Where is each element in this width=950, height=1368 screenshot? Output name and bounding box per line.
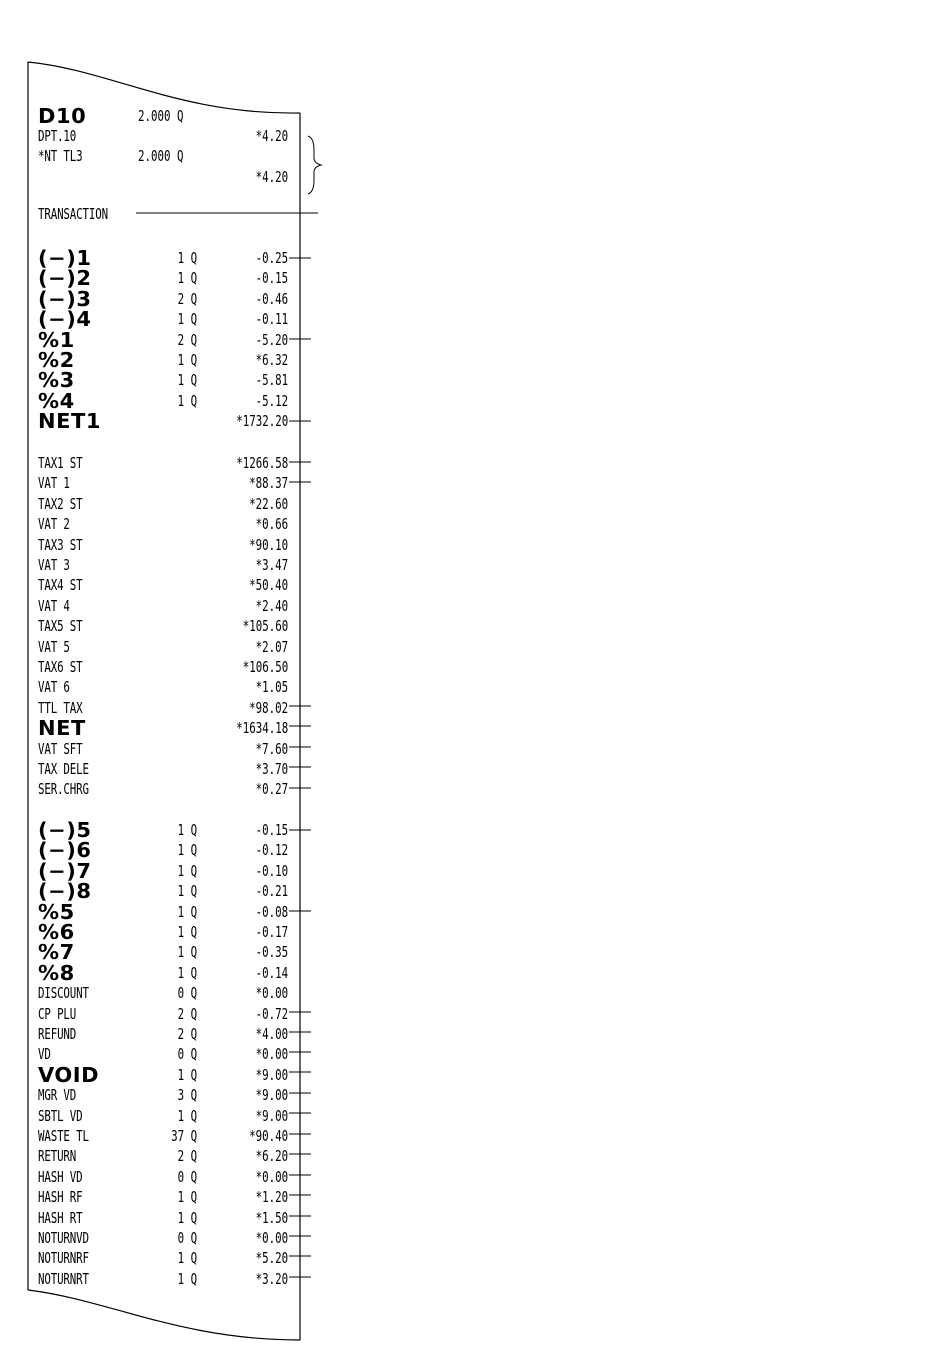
row-label: TAX4 ST xyxy=(38,576,83,594)
receipt-row xyxy=(0,983,310,1003)
receipt-row xyxy=(0,330,310,350)
row-quantity: 1 Q xyxy=(177,249,197,267)
row-label: %7 xyxy=(38,940,75,964)
row-label: VAT 4 xyxy=(38,597,70,615)
row-label: VAT 5 xyxy=(38,638,70,656)
row-amount: *2.07 xyxy=(255,638,288,656)
header-row xyxy=(0,167,310,187)
row-quantity: 2 Q xyxy=(177,290,197,308)
row-label: CP PLU xyxy=(38,1005,77,1023)
row-amount: *88.37 xyxy=(248,474,288,492)
row-amount: *1.20 xyxy=(255,1188,288,1206)
row-label: *NT TL3 xyxy=(38,147,83,165)
row-label: NOTURNRF xyxy=(38,1249,89,1267)
receipt-row xyxy=(0,759,310,779)
row-label: MGR VD xyxy=(38,1086,77,1104)
row-quantity: 2.000 Q xyxy=(138,147,184,165)
row-quantity: 1 Q xyxy=(177,269,197,287)
receipt-row xyxy=(0,1004,310,1024)
row-label: VAT 2 xyxy=(38,515,70,533)
row-quantity: 1 Q xyxy=(177,903,197,921)
row-amount: *4.00 xyxy=(255,1025,288,1043)
row-label: (−)8 xyxy=(38,879,92,903)
row-quantity: 1 Q xyxy=(177,1249,197,1267)
row-label: NET1 xyxy=(38,409,101,433)
row-amount: -0.15 xyxy=(255,821,288,839)
row-quantity: 0 Q xyxy=(177,1168,197,1186)
row-label: VAT 3 xyxy=(38,556,70,574)
row-label: HASH VD xyxy=(38,1168,83,1186)
row-amount: *0.00 xyxy=(255,1229,288,1247)
row-amount: *3.47 xyxy=(255,556,288,574)
receipt-row xyxy=(0,677,310,697)
row-amount: -0.08 xyxy=(255,903,288,921)
row-quantity: 1 Q xyxy=(177,841,197,859)
row-amount: *1634.18 xyxy=(235,719,288,737)
row-amount: *5.20 xyxy=(255,1249,288,1267)
row-amount: -0.46 xyxy=(255,290,288,308)
receipt-row xyxy=(0,1248,310,1268)
row-quantity: 2 Q xyxy=(177,1025,197,1043)
header-row xyxy=(0,106,310,126)
row-label: VAT 6 xyxy=(38,678,70,696)
row-amount: *6.20 xyxy=(255,1147,288,1165)
row-quantity: 1 Q xyxy=(177,1107,197,1125)
row-label: NET xyxy=(38,716,86,740)
row-amount: *0.00 xyxy=(255,1168,288,1186)
row-label: (−)3 xyxy=(38,287,92,311)
transaction-section xyxy=(0,204,310,224)
row-label: %1 xyxy=(38,328,75,352)
row-label: VAT 1 xyxy=(38,474,70,492)
receipt-row xyxy=(0,657,310,677)
row-amount: *0.66 xyxy=(255,515,288,533)
row-amount: -0.72 xyxy=(255,1005,288,1023)
receipt-row xyxy=(0,1024,310,1044)
row-quantity: 1 Q xyxy=(177,1188,197,1206)
row-quantity: 1 Q xyxy=(177,310,197,328)
receipt-row xyxy=(0,473,310,493)
row-quantity: 1 Q xyxy=(177,882,197,900)
row-label: TAX6 ST xyxy=(38,658,83,676)
receipt-row xyxy=(0,637,310,657)
section-label: TRANSACTION xyxy=(38,205,108,223)
receipt-row xyxy=(0,453,310,473)
receipt-row xyxy=(0,1106,310,1126)
row-label: SER.CHRG xyxy=(38,780,89,798)
receipt-row xyxy=(0,268,310,288)
receipt-row xyxy=(0,820,310,840)
row-label: VAT SFT xyxy=(38,740,83,758)
row-label: (−)7 xyxy=(38,859,92,883)
row-amount: *1266.58 xyxy=(235,454,288,472)
row-amount: *3.70 xyxy=(255,760,288,778)
row-amount: -0.17 xyxy=(255,923,288,941)
row-label: REFUND xyxy=(38,1025,77,1043)
row-label: DPT.10 xyxy=(38,127,77,145)
receipt-row xyxy=(0,1167,310,1187)
row-label: %3 xyxy=(38,368,75,392)
row-amount: -0.15 xyxy=(255,269,288,287)
row-label: SBTL VD xyxy=(38,1107,83,1125)
row-quantity: 1 Q xyxy=(177,1066,197,1084)
row-quantity: 2 Q xyxy=(177,1147,197,1165)
receipt-row xyxy=(0,1146,310,1166)
receipt-row xyxy=(0,942,310,962)
row-label: TAX3 ST xyxy=(38,536,83,554)
receipt-row xyxy=(0,494,310,514)
row-quantity: 1 Q xyxy=(177,351,197,369)
row-amount: -5.81 xyxy=(255,371,288,389)
row-amount: -0.21 xyxy=(255,882,288,900)
receipt-row xyxy=(0,779,310,799)
row-label: D10 xyxy=(38,104,87,128)
row-amount: -0.35 xyxy=(255,943,288,961)
row-label: TAX1 ST xyxy=(38,454,83,472)
row-amount: -5.20 xyxy=(255,331,288,349)
row-quantity: 1 Q xyxy=(177,943,197,961)
receipt-row xyxy=(0,1126,310,1146)
receipt-row xyxy=(0,575,310,595)
row-quantity: 0 Q xyxy=(177,1045,197,1063)
header-row xyxy=(0,146,310,166)
receipt-row xyxy=(0,1228,310,1248)
row-amount: *1.50 xyxy=(255,1209,288,1227)
row-label: VOID xyxy=(38,1063,100,1087)
receipt-row xyxy=(0,698,310,718)
row-quantity: 2.000 Q xyxy=(138,107,184,125)
row-label: %4 xyxy=(38,389,75,413)
row-quantity: 2 Q xyxy=(177,1005,197,1023)
row-amount: *0.27 xyxy=(255,780,288,798)
row-amount: -0.11 xyxy=(255,310,288,328)
row-amount: *6.32 xyxy=(255,351,288,369)
row-label: (−)1 xyxy=(38,246,92,270)
receipt-row xyxy=(0,309,310,329)
row-quantity: 0 Q xyxy=(177,984,197,1002)
row-quantity: 2 Q xyxy=(177,331,197,349)
row-label: HASH RF xyxy=(38,1188,83,1206)
receipt-row xyxy=(0,535,310,555)
row-label: (−)6 xyxy=(38,838,92,862)
row-quantity: 37 Q xyxy=(170,1127,197,1145)
row-quantity: 1 Q xyxy=(177,821,197,839)
row-quantity: 1 Q xyxy=(177,964,197,982)
receipt-row xyxy=(0,1187,310,1207)
receipt-row xyxy=(0,861,310,881)
row-quantity: 1 Q xyxy=(177,923,197,941)
row-amount: *98.02 xyxy=(248,699,288,717)
row-amount: *9.00 xyxy=(255,1107,288,1125)
row-amount: *0.00 xyxy=(255,984,288,1002)
row-amount: *7.60 xyxy=(255,740,288,758)
receipt-row xyxy=(0,411,310,431)
receipt-row xyxy=(0,350,310,370)
row-label: TAX DELE xyxy=(38,760,89,778)
receipt-row xyxy=(0,902,310,922)
receipt-row xyxy=(0,616,310,636)
row-amount: -0.10 xyxy=(255,862,288,880)
header-row xyxy=(0,126,310,146)
receipt-row xyxy=(0,391,310,411)
row-amount: *50.40 xyxy=(248,576,288,594)
row-amount: *90.10 xyxy=(248,536,288,554)
row-amount: *9.00 xyxy=(255,1066,288,1084)
row-amount: -5.12 xyxy=(255,392,288,410)
row-amount: *22.60 xyxy=(248,495,288,513)
row-amount: *1.05 xyxy=(255,678,288,696)
row-label: DISCOUNT xyxy=(38,984,89,1002)
receipt-row xyxy=(0,1208,310,1228)
row-amount: *1732.20 xyxy=(235,412,288,430)
row-quantity: 1 Q xyxy=(177,1209,197,1227)
row-label: TAX5 ST xyxy=(38,617,83,635)
receipt-row xyxy=(0,1065,310,1085)
row-quantity: 1 Q xyxy=(177,1270,197,1288)
receipt-row xyxy=(0,248,310,268)
receipt-row xyxy=(0,922,310,942)
row-label: NOTURNVD xyxy=(38,1229,89,1247)
row-label: %2 xyxy=(38,348,75,372)
receipt-row xyxy=(0,555,310,575)
row-label: (−)5 xyxy=(38,818,92,842)
row-label: %8 xyxy=(38,961,75,985)
row-amount: *3.20 xyxy=(255,1270,288,1288)
row-amount: *9.00 xyxy=(255,1086,288,1104)
row-amount: *4.20 xyxy=(255,127,288,145)
receipt-row xyxy=(0,739,310,759)
row-amount: *2.40 xyxy=(255,597,288,615)
row-label: TAX2 ST xyxy=(38,495,83,513)
row-amount: *0.00 xyxy=(255,1045,288,1063)
receipt-row xyxy=(0,596,310,616)
row-label: HASH RT xyxy=(38,1209,83,1227)
receipt-row xyxy=(0,963,310,983)
row-amount: *105.60 xyxy=(242,617,288,635)
row-label: (−)2 xyxy=(38,266,92,290)
receipt-row xyxy=(0,1085,310,1105)
receipt-row xyxy=(0,1044,310,1064)
row-quantity: 1 Q xyxy=(177,371,197,389)
receipt-row xyxy=(0,718,310,738)
receipt-row xyxy=(0,370,310,390)
row-label: (−)4 xyxy=(38,307,92,331)
row-amount: -0.12 xyxy=(255,841,288,859)
row-label: %5 xyxy=(38,900,75,924)
row-label: TTL TAX xyxy=(38,699,83,717)
row-amount: *106.50 xyxy=(242,658,288,676)
row-label: VD xyxy=(38,1045,51,1063)
row-label: WASTE TL xyxy=(38,1127,89,1145)
receipt-row xyxy=(0,1269,310,1289)
receipt-row xyxy=(0,514,310,534)
row-label: %6 xyxy=(38,920,75,944)
row-quantity: 1 Q xyxy=(177,392,197,410)
row-quantity: 1 Q xyxy=(177,862,197,880)
receipt-row xyxy=(0,840,310,860)
row-amount: -0.25 xyxy=(255,249,288,267)
row-amount: *4.20 xyxy=(255,168,288,186)
receipt-row xyxy=(0,289,310,309)
row-quantity: 3 Q xyxy=(177,1086,197,1104)
receipt-row xyxy=(0,881,310,901)
row-label: NOTURNRT xyxy=(38,1270,89,1288)
row-amount: *90.40 xyxy=(248,1127,288,1145)
row-label: RETURN xyxy=(38,1147,77,1165)
row-amount: -0.14 xyxy=(255,964,288,982)
row-quantity: 0 Q xyxy=(177,1229,197,1247)
